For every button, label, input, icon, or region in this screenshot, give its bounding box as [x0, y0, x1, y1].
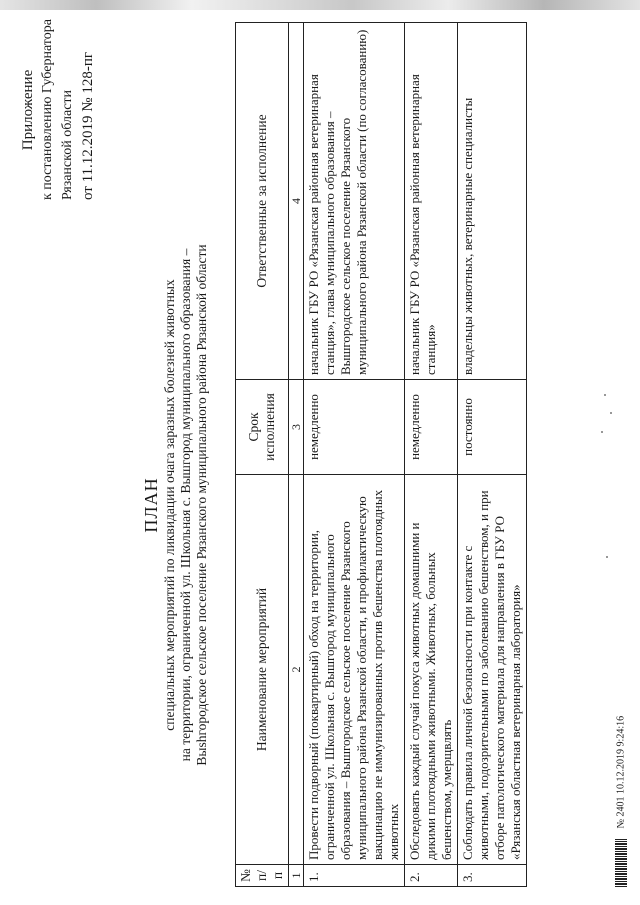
row-measure: Обследовать каждый случай покуса животных домашними и дикими плотоядными животными. Животных, больных бешенством, умерщвлять — [405, 475, 458, 865]
plan-subtitle-line-1: специальных мероприятий по ликвидации очага заразных болезней животных — [162, 279, 177, 731]
row-term: немедленно — [304, 380, 405, 475]
measures-table — [235, 22, 527, 887]
scan-speck — [604, 394, 606, 396]
appendix-block — [18, 20, 98, 200]
scan-speck — [610, 412, 612, 414]
column-index: 4 — [289, 23, 304, 380]
plan-subtitle-line-2: на территории, ограниченной ул. Школьная с. Вышгород муниципального образования – — [178, 248, 193, 762]
header-name: Наименование мероприятий — [236, 475, 289, 865]
row-measure: Провести подворный (поквартирный) обход на территории, ограниченной ул. Школьная с. Вышгород муниципального образования – Вышгородское сельское поселение Рязанского муниципального района Рязанской области, и профилактическую вакцинацию не иммунизированных против бешенства плотоядных животных — [304, 475, 405, 865]
column-index: 3 — [289, 380, 304, 475]
appendix-line-2: Рязанской области — [60, 89, 75, 200]
appendix-title: Приложение — [20, 69, 36, 151]
registration-number: № 2401 10.12.2019 9:24:16 — [615, 715, 627, 829]
row-responsible: владельцы животных, ветеринарные специалисты — [458, 23, 527, 380]
row-measure: Соблюдать правила личной безопасности при контакте с животными, подозрительными по заболеванию бешенством, и при отборе патологического материала для направления в ГБУ РО «Рязанская областная ветеринарная лаборатория» — [458, 475, 527, 865]
plan-subtitle-line-3: Выshгородское сельское поселение Рязанского муниципального района Рязанской области — [194, 244, 209, 766]
plan-heading — [140, 185, 210, 825]
row-responsible: начальник ГБУ РО «Рязанская районная ветеринарная станция», глава муниципального образования – Вышгородское сельское поселение Рязанского муниципального района Рязанской области (по согласованию) — [304, 23, 405, 380]
row-responsible: начальник ГБУ РО «Рязанская районная ветеринарная станция» — [405, 23, 458, 380]
header-term: Срок исполнения — [236, 380, 289, 475]
appendix-date-number: от 11.12.2019 № 128-пг — [80, 51, 96, 200]
registration-stamp — [615, 716, 627, 887]
table-row — [405, 23, 458, 887]
column-index-row — [289, 23, 304, 887]
barcode-icon — [615, 839, 627, 887]
row-term: немедленно — [405, 380, 458, 475]
column-index: 1 — [289, 865, 304, 887]
row-num: 3. — [458, 865, 527, 887]
appendix-line-1: к постановлению Губернатора — [40, 19, 55, 200]
table-header-row — [236, 23, 289, 887]
scan-speck — [606, 556, 608, 558]
header-num: № п/п — [236, 865, 289, 887]
table-row — [304, 23, 405, 887]
table-row — [458, 23, 527, 887]
scan-edge-artifact — [0, 0, 640, 10]
header-responsible: Ответственные за исполнение — [236, 23, 289, 380]
row-num: 2. — [405, 865, 458, 887]
scan-speck — [601, 431, 603, 433]
row-num: 1. — [304, 865, 405, 887]
column-index: 2 — [289, 475, 304, 865]
document-page — [0, 10, 640, 905]
row-term: постоянно — [458, 380, 527, 475]
plan-title: ПЛАН — [141, 477, 161, 533]
